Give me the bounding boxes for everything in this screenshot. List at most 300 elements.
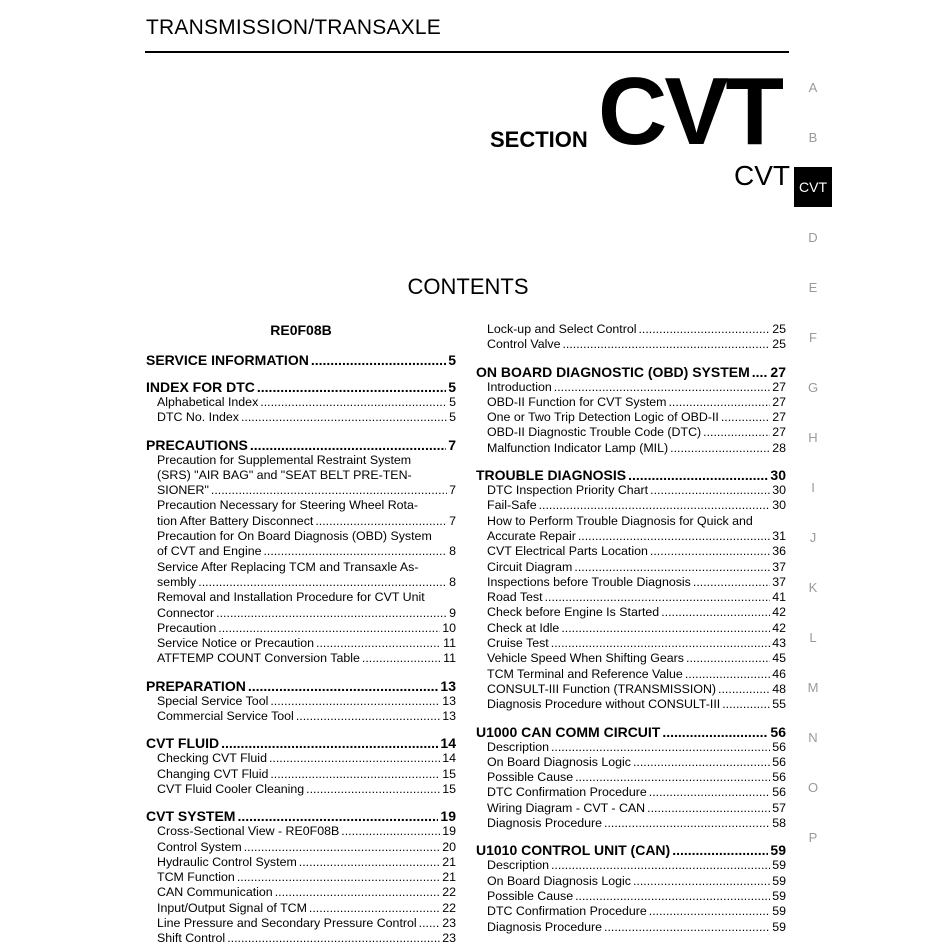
toc-dot-leader — [316, 636, 441, 651]
toc-entry-text: On Board Diagnosis Logic — [487, 873, 631, 888]
toc-entry[interactable] — [476, 590, 786, 605]
toc-entry[interactable] — [146, 824, 456, 839]
toc-dot-leader — [672, 842, 768, 858]
toc-heading-text: U1000 CAN COMM CIRCUIT — [476, 723, 661, 740]
toc-entry[interactable] — [146, 782, 456, 797]
toc-page-number: 11 — [443, 636, 456, 651]
toc-dot-leader — [650, 544, 770, 559]
toc-entry-text: CVT Fluid Cooler Cleaning — [157, 781, 305, 796]
toc-dot-leader — [211, 483, 447, 498]
toc-page-number: 27 — [770, 363, 786, 380]
toc-entry-text: Diagnosis Procedure — [487, 816, 603, 831]
header-rule — [145, 51, 789, 53]
toc-page-number: 7 — [449, 513, 456, 528]
toc-dot-leader — [633, 755, 770, 770]
toc-page-number: 11 — [443, 651, 456, 666]
toc-section-heading[interactable] — [146, 678, 456, 694]
section-code: CVT — [598, 58, 781, 165]
toc-dot-leader — [309, 901, 440, 916]
toc-page-number: 27 — [772, 379, 786, 394]
toc-dot-leader — [562, 337, 770, 352]
toc-entry-line — [146, 468, 456, 483]
toc-entry-text: DTC Confirmation Procedure — [487, 785, 647, 800]
toc-dot-leader — [604, 920, 770, 935]
toc-dot-leader — [539, 498, 771, 513]
toc-entry-text: Precaution for Supplemental Restraint System — [157, 452, 412, 467]
toc-entry-text: Road Test — [487, 590, 543, 605]
section-tab-d[interactable]: D — [808, 229, 818, 245]
toc-page-number: 7 — [449, 483, 456, 498]
toc-entry-text: ATFTEMP COUNT Conversion Table — [157, 651, 360, 666]
toc-page-number: 30 — [772, 498, 786, 513]
toc-entry-text: Description — [487, 858, 549, 873]
header-title: TRANSMISSION/TRANSAXLE — [146, 16, 441, 39]
toc-dot-leader — [628, 467, 768, 483]
toc-entry[interactable] — [146, 901, 456, 916]
toc-dot-leader — [341, 824, 440, 839]
toc-section-heading[interactable] — [476, 467, 786, 483]
toc-page-number: 8 — [449, 574, 456, 589]
toc-page-number: 23 — [442, 931, 456, 946]
toc-page-number: 59 — [772, 904, 786, 919]
toc-dot-leader — [670, 441, 770, 456]
toc-spacer — [476, 353, 786, 364]
toc-entry-text: Special Service Tool — [157, 693, 269, 708]
toc-entry-text: Line Pressure and Secondary Pressure Control — [157, 916, 417, 931]
toc-entry-text: tion After Battery Disconnect — [157, 513, 314, 528]
toc-dot-leader — [650, 483, 770, 498]
toc-page-number: 42 — [772, 620, 786, 635]
toc-spacer — [146, 797, 456, 808]
toc-dot-leader — [260, 395, 447, 410]
toc-page-number: 23 — [442, 916, 456, 931]
toc-entry[interactable] — [146, 751, 456, 766]
toc-dot-leader — [668, 395, 770, 410]
toc-entry-text: Diagnosis Procedure without CONSULT-III — [487, 697, 721, 712]
toc-page-number: 56 — [772, 754, 786, 769]
toc-page-number: 13 — [442, 693, 456, 708]
section-tab-g[interactable]: G — [807, 379, 819, 395]
toc-entry[interactable] — [476, 483, 786, 498]
toc-dot-leader — [362, 651, 441, 666]
toc-dot-leader — [693, 575, 770, 590]
toc-entry[interactable] — [476, 920, 786, 935]
toc-entry-text: On Board Diagnosis Logic — [487, 754, 631, 769]
toc-page-number: 7 — [448, 436, 456, 453]
toc-dot-leader — [718, 682, 770, 697]
toc-dot-leader — [604, 816, 770, 831]
toc-page-number: 14 — [442, 751, 456, 766]
toc-dot-leader — [237, 870, 440, 885]
toc-entry[interactable] — [146, 767, 456, 782]
toc-entry[interactable] — [146, 840, 456, 855]
toc-page-number: 5 — [449, 395, 456, 409]
toc-entry[interactable] — [146, 621, 456, 636]
toc-section-heading[interactable] — [146, 808, 456, 824]
toc-dot-leader — [752, 364, 769, 380]
toc-section-heading[interactable] — [146, 735, 456, 751]
toc-page-number: 48 — [772, 681, 786, 696]
toc-entry[interactable] — [476, 755, 786, 770]
toc-entry-text: Service Notice or Precaution — [157, 636, 315, 651]
toc-entry[interactable] — [146, 709, 456, 724]
toc-dot-leader — [306, 782, 440, 797]
toc-page-number: 15 — [442, 781, 456, 796]
toc-entry[interactable] — [146, 651, 456, 666]
toc-entry[interactable] — [146, 544, 456, 559]
toc-entry-text: Wiring Diagram - CVT - CAN — [487, 800, 646, 815]
toc-entry[interactable] — [476, 425, 786, 440]
toc-entry[interactable] — [476, 410, 786, 425]
toc-dot-leader — [299, 855, 440, 870]
toc-heading-text: U1010 CONTROL UNIT (CAN) — [476, 842, 671, 859]
model-code: RE0F08B — [270, 322, 332, 338]
toc-entry[interactable] — [476, 441, 786, 456]
toc-entry-text: How to Perform Trouble Diagnosis for Quick and — [487, 513, 753, 528]
toc-entry-text: OBD-II Diagnostic Trouble Code (DTC) — [487, 425, 702, 440]
toc-page-number: 55 — [772, 697, 786, 712]
toc-page-number: 30 — [772, 483, 786, 498]
toc-entry[interactable] — [146, 575, 456, 590]
toc-page-number: 5 — [449, 410, 456, 425]
toc-heading-text: ON BOARD DIAGNOSTIC (OBD) SYSTEM — [476, 363, 750, 380]
toc-entry-text: Precaution — [157, 620, 217, 635]
toc-entry[interactable] — [476, 697, 786, 712]
toc-page-number: 22 — [442, 900, 456, 915]
toc-entry-text: Changing CVT Fluid — [157, 766, 269, 781]
toc-page-number: 27 — [772, 410, 786, 425]
toc-section-heading[interactable] — [146, 352, 456, 368]
toc-entry-text: Commercial Service Tool — [157, 709, 294, 724]
toc-entry-text: (SRS) "AIR BAG" and "SEAT BELT PRE-TEN- — [157, 467, 412, 482]
section-tab-l[interactable]: L — [809, 629, 817, 645]
toc-entry-text: Lock-up and Select Control — [487, 322, 637, 336]
toc-entry-text: Cross-Sectional View - RE0F08B — [157, 824, 340, 839]
toc-dot-leader — [296, 709, 440, 724]
toc-dot-leader — [198, 575, 447, 590]
toc-heading-text: SERVICE INFORMATION — [146, 352, 309, 368]
toc-entry-text: TCM Terminal and Reference Value — [487, 666, 683, 681]
toc-entry-text: Fail-Safe — [487, 498, 537, 513]
toc-entry[interactable] — [476, 322, 786, 337]
section-tab-m[interactable]: M — [807, 679, 819, 695]
toc-entry[interactable] — [146, 395, 456, 410]
toc-dot-leader — [216, 606, 447, 621]
toc-entry-text: Circuit Diagram — [487, 559, 573, 574]
toc-entry-line — [146, 529, 456, 544]
toc-dot-leader — [575, 889, 770, 904]
toc-entry[interactable] — [476, 889, 786, 904]
toc-entry-text: Introduction — [487, 379, 552, 394]
toc-entry[interactable] — [476, 380, 786, 395]
toc-entry[interactable] — [146, 870, 456, 885]
section-tab-p[interactable]: P — [808, 829, 818, 845]
section-tab-k[interactable]: K — [808, 579, 818, 595]
toc-dot-leader — [263, 544, 447, 559]
toc-entry-text: Diagnosis Procedure — [487, 919, 603, 934]
toc-entry[interactable] — [476, 498, 786, 513]
toc-entry-text: TCM Function — [157, 870, 235, 885]
toc-entry[interactable] — [146, 636, 456, 651]
toc-entry[interactable] — [476, 529, 786, 544]
toc-dot-leader — [315, 514, 447, 529]
toc-page-number: 56 — [772, 739, 786, 754]
toc-page-number: 21 — [442, 854, 456, 869]
toc-entry-text: sembly — [157, 574, 197, 589]
toc-dot-leader — [649, 785, 770, 800]
toc-page-number: 57 — [772, 800, 786, 815]
toc-entry-text: Hydraulic Control System — [157, 854, 297, 869]
toc-dot-leader — [551, 858, 770, 873]
toc-dot-leader — [551, 740, 770, 755]
toc-entry-text: Shift Control — [157, 931, 226, 946]
toc-page-number: 43 — [772, 636, 786, 651]
toc-page-number: 30 — [770, 467, 786, 484]
toc-dot-leader — [244, 840, 441, 855]
toc-entry-text: Description — [487, 739, 549, 754]
toc-page-number: 56 — [772, 785, 786, 800]
toc-entry[interactable] — [476, 544, 786, 559]
toc-entry[interactable] — [476, 770, 786, 785]
toc-section-heading[interactable] — [146, 379, 456, 395]
toc-page-number: 46 — [772, 666, 786, 681]
toc-heading-text: CVT SYSTEM — [146, 808, 236, 825]
toc-entry[interactable] — [146, 410, 456, 425]
toc-dot-leader — [633, 874, 770, 889]
toc-spacer — [146, 667, 456, 678]
toc-spacer — [476, 713, 786, 724]
toc-entry-text: Check at Idle — [487, 620, 560, 635]
toc-entry-line — [146, 590, 456, 605]
toc-entry-text: Inspections before Trouble Diagnosis — [487, 574, 691, 589]
toc-entry[interactable] — [146, 483, 456, 498]
toc-dot-leader — [270, 694, 440, 709]
toc-dot-leader — [250, 437, 446, 453]
toc-entry[interactable] — [476, 904, 786, 919]
toc-heading-text: PRECAUTIONS — [146, 436, 248, 453]
toc-entry[interactable] — [476, 801, 786, 816]
toc-dot-leader — [227, 931, 440, 946]
toc-page-number: 37 — [772, 559, 786, 574]
toc-entry[interactable] — [476, 667, 786, 682]
toc-heading-text: INDEX FOR DTC — [146, 379, 255, 395]
toc-page-number: 28 — [772, 440, 786, 455]
toc-entry[interactable] — [476, 874, 786, 889]
toc-dot-leader — [661, 605, 770, 620]
toc-entry-text: Check before Engine Is Started — [487, 605, 660, 620]
toc-page-number: 5 — [448, 379, 456, 395]
toc-left-column — [146, 322, 456, 947]
contents-title: CONTENTS — [407, 274, 529, 299]
toc-dot-leader — [685, 667, 770, 682]
section-tab-a[interactable]: A — [808, 79, 818, 95]
section-tab-cvt[interactable]: CVT — [794, 167, 832, 207]
toc-dot-leader — [270, 767, 440, 782]
toc-section-heading[interactable] — [146, 437, 456, 453]
section-tab-o[interactable]: O — [807, 779, 819, 795]
toc-entry-text: SIONER" — [157, 483, 209, 498]
toc-dot-leader — [269, 751, 440, 766]
toc-entry[interactable] — [476, 621, 786, 636]
toc-dot-leader — [649, 904, 770, 919]
toc-entry[interactable] — [146, 885, 456, 900]
toc-entry[interactable] — [146, 931, 456, 946]
toc-page-number: 59 — [772, 873, 786, 888]
toc-entry-text: OBD-II Function for CVT System — [487, 394, 667, 409]
toc-entry-line — [476, 514, 786, 529]
toc-dot-leader — [545, 590, 771, 605]
toc-dot-leader — [686, 651, 770, 666]
toc-page-number: 27 — [772, 425, 786, 440]
toc-entry-text: Checking CVT Fluid — [157, 751, 267, 766]
toc-dot-leader — [721, 410, 770, 425]
toc-heading-text: CVT FLUID — [146, 735, 220, 752]
toc-entry-text: Malfunction Indicator Lamp (MIL) — [487, 440, 669, 455]
toc-spacer — [476, 456, 786, 467]
toc-page-number: 27 — [772, 394, 786, 409]
toc-dot-leader — [647, 801, 770, 816]
toc-entry[interactable] — [146, 606, 456, 621]
section-tab-b[interactable]: B — [808, 129, 818, 145]
toc-entry[interactable] — [476, 785, 786, 800]
toc-page-number: 9 — [449, 605, 456, 620]
toc-heading-text: PREPARATION — [146, 677, 246, 694]
toc-section-heading[interactable] — [476, 364, 786, 380]
toc-entry[interactable] — [476, 816, 786, 831]
toc-entry[interactable] — [476, 682, 786, 697]
toc-entry[interactable] — [476, 636, 786, 651]
toc-entry-text: Vehicle Speed When Shifting Gears — [487, 651, 684, 666]
toc-entry-text: CONSULT-III Function (TRANSMISSION) — [487, 681, 717, 696]
toc-entry-text: DTC Inspection Priority Chart — [487, 483, 649, 498]
toc-dot-leader — [561, 621, 770, 636]
toc-page-number: 22 — [442, 885, 456, 900]
toc-dot-leader — [574, 560, 770, 575]
toc-page-number: 25 — [772, 322, 786, 336]
toc-page-number: 14 — [440, 735, 456, 752]
toc-section-heading[interactable] — [476, 842, 786, 858]
toc-page-number: 59 — [770, 842, 786, 859]
toc-dot-leader — [218, 621, 440, 636]
toc-entry-text: One or Two Trip Detection Logic of OBD-II — [487, 410, 719, 425]
toc-dot-leader — [248, 678, 439, 694]
toc-entry[interactable] — [476, 560, 786, 575]
toc-entry-text: Removal and Installation Procedure for CVT Unit — [157, 590, 425, 605]
toc-page-number: 15 — [442, 766, 456, 781]
toc-page-number: 13 — [442, 709, 456, 724]
toc-entry-text: of CVT and Engine — [157, 544, 262, 559]
toc-dot-leader — [275, 885, 441, 900]
toc-entry[interactable] — [476, 395, 786, 410]
section-tab-f[interactable]: F — [809, 329, 817, 345]
toc-page-number: 59 — [772, 919, 786, 934]
toc-section-heading[interactable] — [476, 724, 786, 740]
toc-page-number: 13 — [440, 677, 456, 694]
toc-entry-line — [146, 560, 456, 575]
toc-page-number: 25 — [772, 337, 786, 352]
section-tab-j[interactable]: J — [809, 529, 817, 545]
toc-dot-leader — [638, 322, 770, 337]
toc-page-number: 41 — [772, 590, 786, 605]
section-tab-h[interactable]: H — [808, 429, 818, 445]
toc-entry[interactable] — [146, 855, 456, 870]
toc-page-number: 58 — [772, 816, 786, 831]
toc-page-number: 45 — [772, 651, 786, 666]
toc-entry-text: Control System — [157, 839, 242, 854]
toc-right-column — [476, 322, 786, 935]
toc-page-number: 19 — [440, 808, 456, 825]
toc-entry[interactable] — [476, 858, 786, 873]
toc-entry-text: Alphabetical Index — [157, 395, 259, 409]
toc-entry-text: Precaution for On Board Diagnosis (OBD) System — [157, 529, 432, 544]
toc-entry-text: Precaution Necessary for Steering Wheel Rota- — [157, 498, 419, 513]
toc-entry-text: Cruise Test — [487, 636, 549, 651]
toc-dot-leader — [551, 636, 770, 651]
toc-entry[interactable] — [476, 605, 786, 620]
toc-page-number: 56 — [772, 770, 786, 785]
toc-entry[interactable] — [146, 694, 456, 709]
section-tab-n[interactable]: N — [808, 729, 818, 745]
toc-page-number: 59 — [772, 858, 786, 873]
toc-entry-line — [146, 453, 456, 468]
toc-entry[interactable] — [476, 575, 786, 590]
toc-dot-leader — [575, 770, 770, 785]
toc-page-number: 59 — [772, 888, 786, 903]
toc-page-number: 8 — [449, 544, 456, 559]
toc-entry-text: DTC No. Index — [157, 410, 239, 425]
toc-page-number: 42 — [772, 605, 786, 620]
toc-page-number: 19 — [442, 824, 456, 839]
toc-entry-text: Possible Cause — [487, 770, 574, 785]
toc-entry-text: Possible Cause — [487, 888, 574, 903]
toc-dot-leader — [237, 808, 438, 824]
toc-entry-text: Input/Output Signal of TCM — [157, 900, 307, 915]
toc-spacer — [476, 831, 786, 842]
toc-dot-leader — [311, 352, 446, 368]
section-tab-index — [794, 62, 832, 862]
toc-dot-leader — [241, 410, 447, 425]
toc-dot-leader — [221, 735, 438, 751]
toc-page-number: 36 — [772, 544, 786, 559]
toc-heading-text: TROUBLE DIAGNOSIS — [476, 467, 627, 484]
toc-page-number: 20 — [442, 839, 456, 854]
toc-entry-line — [146, 498, 456, 513]
section-tab-e[interactable]: E — [808, 279, 818, 295]
section-sub: CVT — [734, 160, 790, 191]
toc-entry-text: Service After Replacing TCM and Transaxle As- — [157, 559, 419, 574]
toc-page-number: 5 — [448, 352, 456, 368]
toc-dot-leader — [578, 529, 770, 544]
toc-page-number: 21 — [442, 870, 456, 885]
toc-spacer — [146, 724, 456, 735]
toc-dot-leader — [662, 724, 768, 740]
toc-page-number: 31 — [772, 528, 786, 543]
section-word: SECTION — [490, 127, 588, 152]
toc-dot-leader — [722, 697, 770, 712]
toc-page-number: 37 — [772, 574, 786, 589]
section-tab-i[interactable]: I — [811, 479, 815, 495]
toc-entry-text: Connector — [157, 605, 215, 620]
toc-entry[interactable] — [476, 740, 786, 755]
toc-entry[interactable] — [146, 916, 456, 931]
toc-entry[interactable] — [476, 337, 786, 352]
toc-page-number: 10 — [442, 620, 456, 635]
toc-entry-text: CVT Electrical Parts Location — [487, 544, 648, 559]
toc-entry[interactable] — [146, 514, 456, 529]
toc-entry[interactable] — [476, 651, 786, 666]
toc-spacer — [146, 368, 456, 379]
toc-dot-leader — [554, 380, 770, 395]
